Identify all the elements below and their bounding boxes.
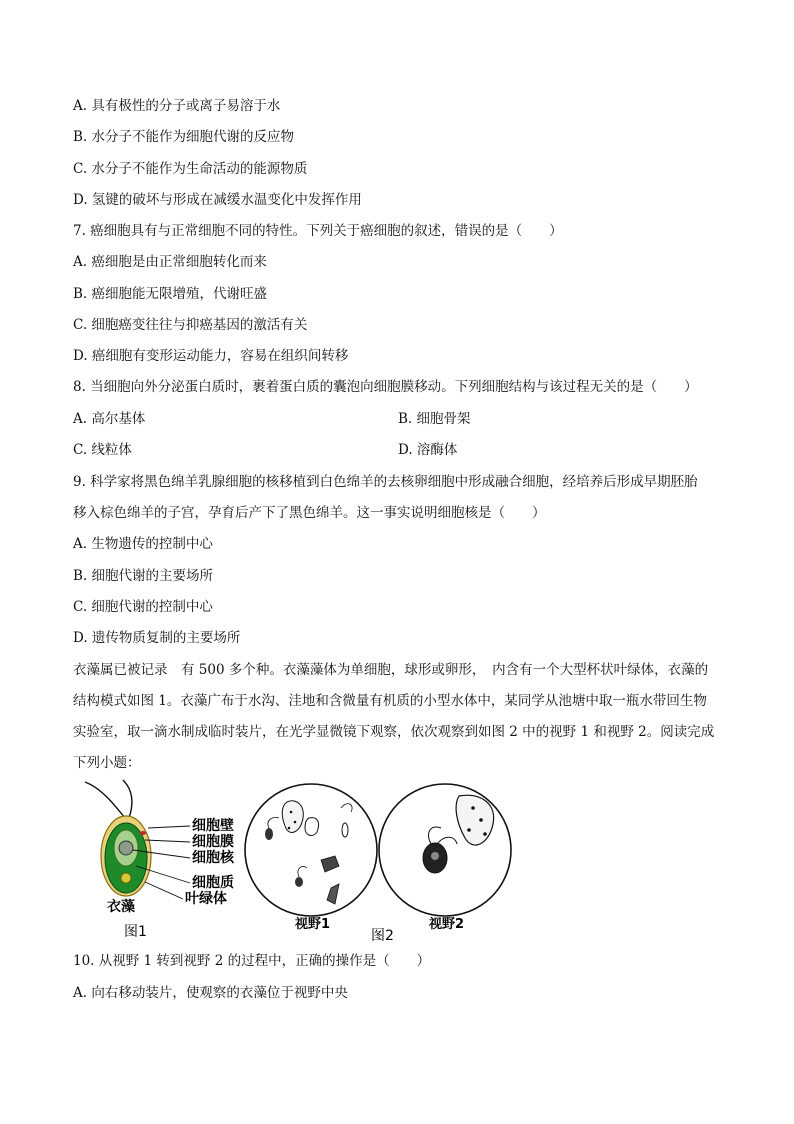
view1-cell-shape xyxy=(305,818,319,836)
view1-chlamy-shape xyxy=(265,828,273,840)
q6-option-c: C. 水分子不能作为生命活动的能源物质 xyxy=(73,161,308,177)
q7-option-a: A. 癌细胞是由正常细胞转化而来 xyxy=(73,254,267,270)
view2-chlamy-nucleus xyxy=(431,852,439,860)
q7-option-b: B. 癌细胞能无限增殖，代谢旺盛 xyxy=(73,286,268,302)
q8-option-d: D. 溶酶体 xyxy=(398,442,458,458)
q8-option-c: C. 线粒体 xyxy=(73,442,132,458)
label-cell-wall: 细胞壁 xyxy=(192,818,234,834)
q7-option-d: D. 癌细胞有变形运动能力，容易在组织间转移 xyxy=(73,348,349,364)
fig1-chlamydomonas-diagram xyxy=(85,780,235,940)
q6-option-d: D. 氢键的破坏与形成在减缓水温变化中发挥作用 xyxy=(73,192,362,208)
view1-flagellum xyxy=(268,817,279,828)
view2-dot xyxy=(471,806,475,810)
q9-option-a: A. 生物遗传的控制中心 xyxy=(73,536,213,552)
passage-line1: 衣藻属已被记录 有 500 多个种。衣藻藻体为单细胞，球形或卵形， 内含有一个大型杯状叶绿体，衣藻的 xyxy=(73,662,709,678)
label-organism: 衣藻 xyxy=(107,899,135,915)
passage-line3: 实验室，取一滴水制成临时装片，在光学显微镜下观察，依次观察到如图 2 中的视野 1 和视野 2。阅读完成 xyxy=(73,724,715,740)
view2-dot xyxy=(479,818,483,822)
figure-svg xyxy=(73,778,523,943)
q8-stem: 8. 当细胞向外分泌蛋白质时，裹着蛋白质的囊泡向细胞膜移动。下列细胞结构与该过程无关的是（ ） xyxy=(73,379,698,395)
q9-stem-line2: 移入棕色绵羊的子宫，孕育后产下了黑色绵羊。这一事实说明细胞核是（ ） xyxy=(73,505,546,521)
view1-cell-shape xyxy=(282,801,303,833)
view2-dot xyxy=(483,832,487,836)
view1-field xyxy=(245,784,377,932)
view2-dot xyxy=(467,828,471,832)
q9-option-b: B. 细胞代谢的主要场所 xyxy=(73,568,214,584)
view1-chlamy-shape xyxy=(295,877,303,887)
label-chloroplast: 叶绿体 xyxy=(185,891,227,907)
pyrenoid-shape xyxy=(121,873,131,883)
eyespot-shape xyxy=(140,831,146,835)
q9-option-d: D. 遗传物质复制的主要场所 xyxy=(73,630,241,646)
q8-option-b: B. 细胞骨架 xyxy=(398,411,471,427)
q7-stem: 7. 癌细胞具有与正常细胞不同的特性。下列关于癌细胞的叙述，错误的是（ ） xyxy=(73,223,563,239)
view1-flagellum xyxy=(298,866,307,877)
leader-cell-membrane xyxy=(145,840,190,842)
q6-option-a: A. 具有极性的分子或离子易溶于水 xyxy=(73,98,281,114)
passage-line4: 下列小题： xyxy=(73,755,141,771)
passage-line2: 结构模式如图 1。衣藻广布于水沟、洼地和含微量有机质的小型水体中，某同学从池塘中取一瓶水带回生物 xyxy=(73,693,707,709)
view1-label: 视野1 xyxy=(295,917,331,932)
q6-option-b: B. 水分子不能作为细胞代谢的反应物 xyxy=(73,129,295,145)
label-cell-membrane: 细胞膜 xyxy=(192,834,234,850)
label-cytoplasm: 细胞质 xyxy=(192,875,234,891)
view2-field xyxy=(379,784,511,932)
flagellum-left xyxy=(85,782,125,818)
view1-debris xyxy=(327,884,339,904)
q10-stem: 10. 从视野 1 转到视野 2 的过程中，正确的操作是（ ） xyxy=(73,953,431,969)
q8-option-a: A. 高尔基体 xyxy=(73,411,146,427)
view2-flagellum xyxy=(437,837,457,844)
view1-circle xyxy=(245,784,377,916)
view2-cell-shape xyxy=(456,795,494,845)
flagellum-right xyxy=(123,780,132,818)
view1-dot xyxy=(288,827,291,830)
leader-cell-wall xyxy=(148,826,190,828)
fig1-caption: 图1 xyxy=(124,924,147,940)
view1-dot xyxy=(294,821,297,824)
view1-debris xyxy=(321,856,339,872)
q7-option-c: C. 细胞癌变往往与抑癌基因的激活有关 xyxy=(73,317,308,333)
q10-option-a: A. 向右移动装片，使观察的衣藻位于视野中央 xyxy=(73,985,348,1001)
view1-flagellum xyxy=(341,804,352,812)
view1-cell-shape xyxy=(342,823,348,837)
view2-label: 视野2 xyxy=(429,917,465,932)
view1-dot xyxy=(290,811,293,814)
label-nucleus: 细胞核 xyxy=(192,850,234,866)
leader-chloroplast xyxy=(145,882,183,899)
nucleus-shape xyxy=(119,841,133,855)
figure-chlamydomonas xyxy=(73,778,523,943)
q9-stem-line1: 9. 科学家将黑色绵羊乳腺细胞的核移植到白色绵羊的去核卵细胞中形成融合细胞，经培养后形成早期胚胎 xyxy=(73,474,698,490)
q9-option-c: C. 细胞代谢的控制中心 xyxy=(73,599,213,615)
fig2-caption: 图2 xyxy=(371,928,394,943)
